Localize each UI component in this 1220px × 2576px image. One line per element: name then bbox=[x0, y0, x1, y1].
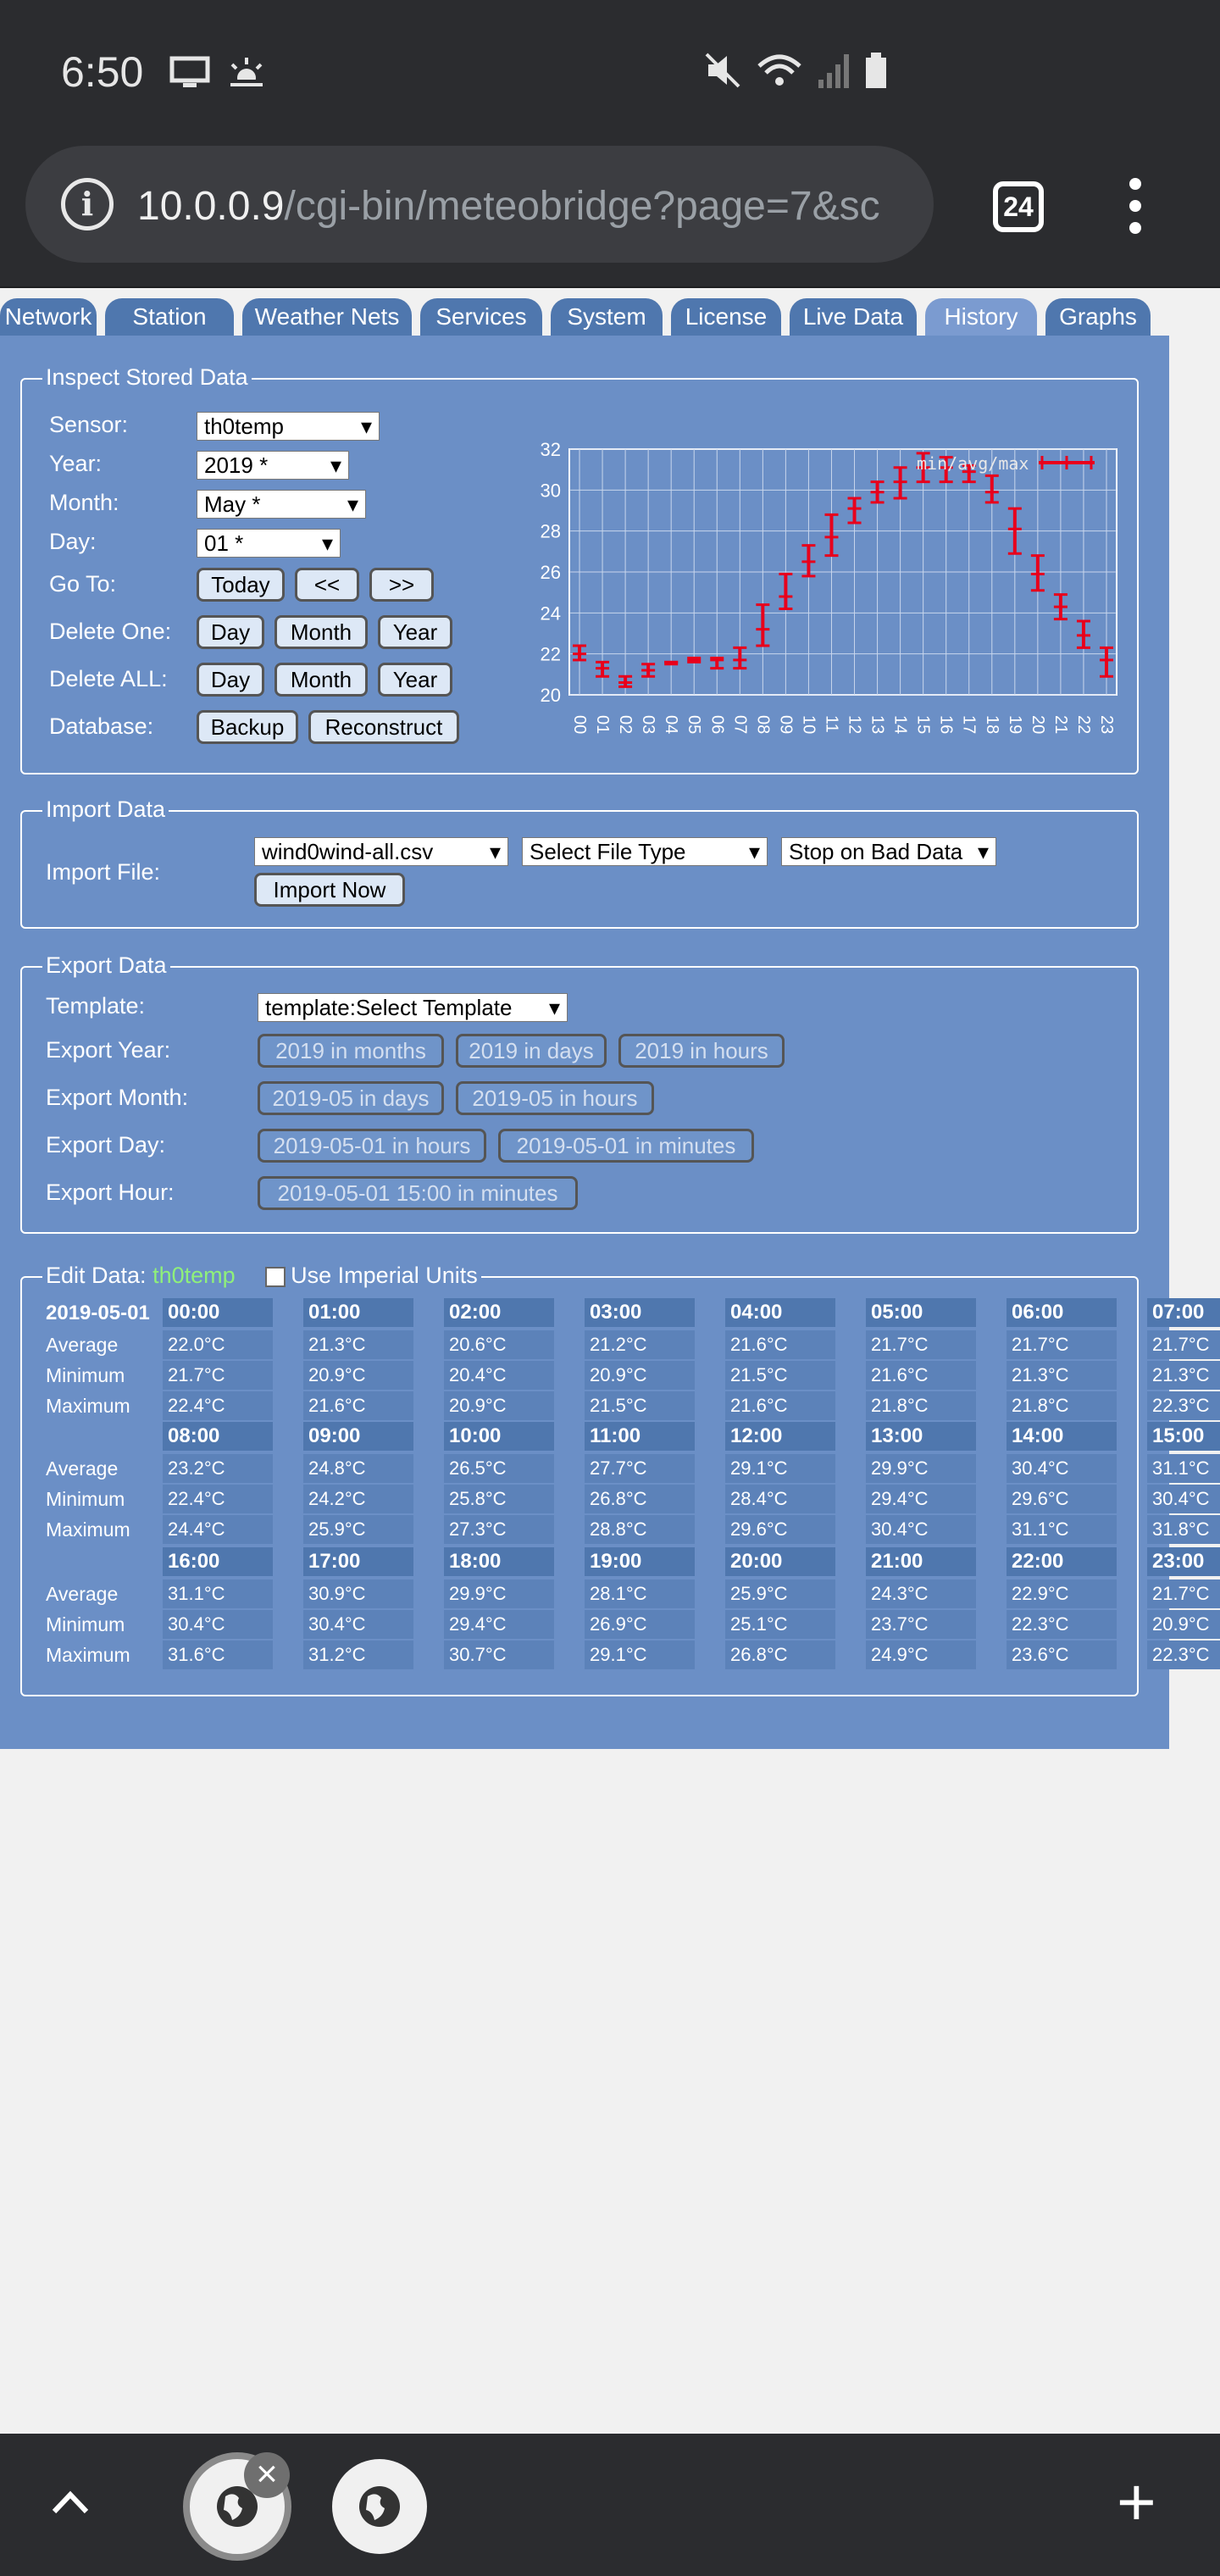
chart-xtick-label: 13 bbox=[868, 715, 887, 735]
value-cell-avg[interactable]: 30.9°C bbox=[303, 1579, 413, 1608]
import-file-select[interactable]: wind0wind-all.csv ▾ bbox=[254, 837, 508, 866]
tab-system[interactable]: System bbox=[551, 298, 663, 336]
value-cell-max[interactable]: 31.2°C bbox=[303, 1641, 413, 1669]
value-cell-min[interactable]: 23.7°C bbox=[866, 1610, 976, 1639]
edit-data bbox=[20, 1263, 1210, 1696]
value-cell-min[interactable]: 21.5°C bbox=[725, 1361, 835, 1390]
value-cell-max[interactable]: 22.3°C bbox=[1147, 1391, 1220, 1420]
chart-ytick-label: 32 bbox=[540, 441, 561, 460]
sensor-select[interactable]: th0temp ▾ bbox=[197, 412, 380, 441]
other-tab-thumbnail[interactable] bbox=[332, 2459, 427, 2554]
value-cell-min[interactable]: 22.3°C bbox=[1006, 1610, 1117, 1639]
chart-xtick-label: 20 bbox=[1028, 715, 1047, 735]
value-cell-min[interactable]: 25.1°C bbox=[725, 1610, 835, 1639]
value-cell-avg[interactable]: 21.6°C bbox=[725, 1330, 835, 1359]
year-select[interactable]: 2019 * ▾ bbox=[197, 451, 349, 480]
value-cell-max[interactable]: 31.8°C bbox=[1147, 1515, 1220, 1544]
url-host: 10.0.0.9 bbox=[137, 184, 285, 229]
value-cell-max[interactable]: 24.9°C bbox=[866, 1641, 976, 1669]
hour-header: 18:00 bbox=[444, 1547, 554, 1576]
hour-header: 02:00 bbox=[444, 1298, 554, 1327]
value-cell-max[interactable]: 31.6°C bbox=[163, 1641, 273, 1669]
value-cell-avg[interactable]: 21.3°C bbox=[303, 1330, 413, 1359]
year-label: Year: bbox=[49, 451, 103, 476]
export-year-label: Export Year: bbox=[46, 1037, 171, 1063]
export-year-hours-button[interactable]: 2019 in hours bbox=[618, 1034, 785, 1068]
status-time: 6:50 bbox=[61, 48, 144, 96]
hour-header: 09:00 bbox=[303, 1422, 413, 1451]
tab-history[interactable]: History bbox=[925, 298, 1037, 336]
chart-ytick-label: 30 bbox=[540, 480, 561, 502]
value-cell-avg[interactable]: 30.4°C bbox=[1006, 1454, 1117, 1483]
hour-header: 00:00 bbox=[163, 1298, 273, 1327]
hour-header: 04:00 bbox=[725, 1298, 835, 1327]
hour-header: 14:00 bbox=[1006, 1422, 1117, 1451]
value-cell-avg[interactable]: 29.9°C bbox=[866, 1454, 976, 1483]
import-legend: Import Data bbox=[42, 797, 169, 823]
chart-xtick-label: 22 bbox=[1073, 715, 1093, 735]
value-cell-min[interactable]: 20.4°C bbox=[444, 1361, 554, 1390]
row-label-avg: Average bbox=[46, 1583, 119, 1605]
row-label-max: Maximum bbox=[46, 1395, 130, 1417]
hour-header: 03:00 bbox=[585, 1298, 695, 1327]
value-cell-avg[interactable]: 21.7°C bbox=[866, 1330, 976, 1359]
value-cell-avg[interactable]: 28.1°C bbox=[585, 1579, 695, 1608]
hour-header: 19:00 bbox=[585, 1547, 695, 1576]
hour-header: 16:00 bbox=[163, 1547, 273, 1576]
row-label-avg: Average bbox=[46, 1457, 119, 1480]
template-select[interactable]: template:Select Template ▾ bbox=[258, 993, 568, 1022]
value-cell-max[interactable]: 30.7°C bbox=[444, 1641, 554, 1669]
hour-header: 21:00 bbox=[866, 1547, 976, 1576]
chart-xtick-label: 04 bbox=[662, 715, 681, 735]
value-cell-avg[interactable]: 29.9°C bbox=[444, 1579, 554, 1608]
value-cell-min[interactable]: 29.4°C bbox=[866, 1485, 976, 1513]
delete-one-month-button[interactable]: Month bbox=[274, 615, 368, 649]
value-cell-max[interactable]: 22.4°C bbox=[163, 1391, 273, 1420]
export-hour-minutes-button[interactable]: 2019-05-01 15:00 in minutes bbox=[258, 1176, 578, 1210]
row-label-avg: Average bbox=[46, 1334, 119, 1356]
value-cell-max[interactable]: 20.9°C bbox=[444, 1391, 554, 1420]
hour-header: 05:00 bbox=[866, 1298, 976, 1327]
tab-station[interactable]: Station bbox=[105, 298, 234, 336]
status-bar bbox=[0, 0, 1220, 144]
today-button[interactable]: Today bbox=[197, 568, 285, 602]
value-cell-max[interactable]: 25.9°C bbox=[303, 1515, 413, 1544]
chart-ytick-label: 28 bbox=[540, 520, 561, 542]
import-data bbox=[20, 797, 1139, 929]
nav-tabs bbox=[0, 298, 1220, 336]
imperial-checkbox[interactable] bbox=[265, 1267, 286, 1287]
chart-xtick-label: 01 bbox=[593, 715, 613, 735]
history-panel bbox=[0, 336, 1210, 1749]
chart-xtick-label: 19 bbox=[1005, 715, 1024, 735]
edit-legend-prefix: Edit Data: bbox=[46, 1263, 147, 1288]
export-year-months-button[interactable]: 2019 in months bbox=[258, 1034, 444, 1068]
chart-ytick-label: 26 bbox=[540, 562, 561, 583]
chart-xtick-label: 02 bbox=[616, 715, 635, 735]
value-cell-max[interactable]: 21.6°C bbox=[303, 1391, 413, 1420]
chart-xtick-label: 17 bbox=[959, 715, 979, 735]
value-cell-min[interactable]: 21.7°C bbox=[163, 1361, 273, 1390]
value-cell-avg[interactable]: 22.9°C bbox=[1006, 1579, 1117, 1608]
goto-label: Go To: bbox=[49, 571, 117, 597]
hour-header: 20:00 bbox=[725, 1547, 835, 1576]
export-day-label: Export Day: bbox=[46, 1132, 166, 1158]
template-label: Template: bbox=[46, 993, 146, 1019]
browser-toolbar bbox=[0, 144, 1220, 288]
value-cell-min[interactable]: 25.8°C bbox=[444, 1485, 554, 1513]
row-label-min: Minimum bbox=[46, 1488, 125, 1510]
value-cell-max[interactable]: 29.6°C bbox=[725, 1515, 835, 1544]
delete-all-day-button[interactable]: Day bbox=[197, 663, 264, 697]
value-cell-avg[interactable]: 26.5°C bbox=[444, 1454, 554, 1483]
value-cell-max[interactable]: 29.1°C bbox=[585, 1641, 695, 1669]
value-cell-max[interactable]: 23.6°C bbox=[1006, 1641, 1117, 1669]
value-cell-min[interactable]: 21.3°C bbox=[1147, 1361, 1220, 1390]
value-cell-min[interactable]: 30.4°C bbox=[303, 1610, 413, 1639]
mute-icon bbox=[703, 51, 742, 90]
value-cell-min[interactable]: 20.9°C bbox=[1147, 1610, 1220, 1639]
battery-icon bbox=[864, 51, 888, 90]
delete-one-label: Delete One: bbox=[49, 619, 172, 644]
hour-header: 15:00 bbox=[1147, 1422, 1220, 1451]
hour-header: 06:00 bbox=[1006, 1298, 1117, 1327]
value-cell-avg[interactable]: 29.1°C bbox=[725, 1454, 835, 1483]
row-label-max: Maximum bbox=[46, 1518, 130, 1541]
inspect-legend: Inspect Stored Data bbox=[42, 364, 252, 391]
export-day-hours-button[interactable]: 2019-05-01 in hours bbox=[258, 1129, 486, 1163]
reconstruct-button[interactable]: Reconstruct bbox=[308, 710, 459, 744]
chart-xtick-label: 21 bbox=[1051, 715, 1070, 735]
close-tab-icon[interactable]: × bbox=[244, 2452, 290, 2498]
value-cell-avg[interactable]: 22.0°C bbox=[163, 1330, 273, 1359]
row-label-min: Minimum bbox=[46, 1613, 125, 1635]
chart-xtick-label: 07 bbox=[730, 715, 750, 735]
value-cell-max[interactable]: 21.6°C bbox=[725, 1391, 835, 1420]
export-month-days-button[interactable]: 2019-05 in days bbox=[258, 1081, 444, 1115]
value-cell-min[interactable]: 26.9°C bbox=[585, 1610, 695, 1639]
delete-one-year-button[interactable]: Year bbox=[378, 615, 452, 649]
hour-header: 08:00 bbox=[163, 1422, 273, 1451]
hour-header: 10:00 bbox=[444, 1422, 554, 1451]
value-cell-min[interactable]: 30.4°C bbox=[163, 1610, 273, 1639]
value-cell-avg[interactable]: 21.7°C bbox=[1147, 1330, 1220, 1359]
row-label-max: Maximum bbox=[46, 1644, 130, 1666]
edit-legend bbox=[42, 1263, 481, 1289]
value-cell-max[interactable]: 26.8°C bbox=[725, 1641, 835, 1669]
value-cell-min[interactable]: 29.6°C bbox=[1006, 1485, 1117, 1513]
database-label: Database: bbox=[49, 713, 154, 739]
chart-xtick-label: 11 bbox=[822, 715, 841, 733]
value-cell-avg[interactable]: 21.7°C bbox=[1147, 1579, 1220, 1608]
chart-ytick-label: 22 bbox=[540, 643, 561, 665]
import-file-label: Import File: bbox=[46, 859, 161, 885]
chart-xtick-label: 09 bbox=[776, 715, 796, 735]
more-menu-icon[interactable] bbox=[1127, 178, 1144, 244]
value-cell-avg[interactable]: 31.1°C bbox=[1147, 1454, 1220, 1483]
tab-weather-nets[interactable]: Weather Nets bbox=[242, 298, 412, 336]
weather-icon bbox=[225, 56, 268, 90]
browser-bottom-bar bbox=[0, 2434, 1220, 2576]
value-cell-avg[interactable]: 21.2°C bbox=[585, 1330, 695, 1359]
value-cell-min[interactable]: 21.6°C bbox=[866, 1361, 976, 1390]
address-bar[interactable] bbox=[25, 146, 934, 263]
edit-date: 2019-05-01 bbox=[46, 1302, 150, 1324]
edit-sensor-name: th0temp bbox=[152, 1263, 236, 1288]
export-legend: Export Data bbox=[42, 952, 170, 979]
prev-day-button[interactable]: << bbox=[295, 568, 359, 602]
hour-header: 22:00 bbox=[1006, 1547, 1117, 1576]
value-cell-max[interactable]: 21.8°C bbox=[866, 1391, 976, 1420]
value-cell-max[interactable]: 22.3°C bbox=[1147, 1641, 1220, 1669]
tab-switcher-button[interactable]: 24 bbox=[993, 181, 1044, 232]
history-chart bbox=[522, 441, 1132, 763]
hour-header: 12:00 bbox=[725, 1422, 835, 1451]
backup-button[interactable]: Backup bbox=[197, 710, 298, 744]
chart-xtick-label: 15 bbox=[913, 715, 933, 735]
export-day-minutes-button[interactable]: 2019-05-01 in minutes bbox=[498, 1129, 754, 1163]
delete-one-day-button[interactable]: Day bbox=[197, 615, 264, 649]
hour-header: 11:00 bbox=[585, 1422, 695, 1451]
value-cell-min[interactable]: 28.4°C bbox=[725, 1485, 835, 1513]
chart-xtick-label: 18 bbox=[982, 715, 1001, 735]
url-text[interactable] bbox=[137, 183, 880, 230]
chart-xtick-label: 05 bbox=[685, 715, 704, 735]
tab-live-data[interactable]: Live Data bbox=[790, 298, 917, 336]
chart-xtick-label: 12 bbox=[845, 715, 864, 735]
value-cell-min[interactable]: 22.4°C bbox=[163, 1485, 273, 1513]
chart-xtick-label: 14 bbox=[890, 715, 910, 735]
chart-ytick-label: 24 bbox=[540, 602, 561, 625]
chart-legend-label: min/avg/max bbox=[917, 453, 1029, 474]
new-tab-icon[interactable]: + bbox=[1117, 2464, 1156, 2540]
value-cell-min[interactable]: 29.4°C bbox=[444, 1610, 554, 1639]
chart-xtick-label: 00 bbox=[570, 715, 589, 735]
info-icon[interactable]: i bbox=[61, 178, 114, 230]
export-data bbox=[20, 952, 1139, 1234]
hour-header: 07:00 bbox=[1147, 1298, 1220, 1327]
chart-xtick-label: 16 bbox=[936, 715, 956, 735]
export-month-hours-button[interactable]: 2019-05 in hours bbox=[456, 1081, 654, 1115]
value-cell-min[interactable]: 24.2°C bbox=[303, 1485, 413, 1513]
chevron-up-icon[interactable] bbox=[49, 2481, 92, 2523]
import-now-button[interactable]: Import Now bbox=[254, 873, 405, 907]
value-cell-max[interactable]: 31.1°C bbox=[1006, 1515, 1117, 1544]
tab-services[interactable]: Services bbox=[420, 298, 542, 336]
url-path: /cgi-bin/meteobridge?page=7&sc bbox=[284, 184, 880, 229]
value-cell-max[interactable]: 21.8°C bbox=[1006, 1391, 1117, 1420]
value-cell-max[interactable]: 21.5°C bbox=[585, 1391, 695, 1420]
file-type-select[interactable]: Select File Type ▾ bbox=[522, 837, 768, 866]
hour-header: 13:00 bbox=[866, 1422, 976, 1451]
chart-xtick-label: 10 bbox=[799, 715, 818, 735]
wifi-icon bbox=[756, 51, 803, 90]
inspect-stored-data bbox=[20, 364, 1139, 774]
status-icons bbox=[703, 51, 888, 90]
value-cell-max[interactable]: 28.8°C bbox=[585, 1515, 695, 1544]
tab-network[interactable]: Network bbox=[0, 298, 97, 336]
value-cell-avg[interactable]: 23.2°C bbox=[163, 1454, 273, 1483]
screen-cast-icon bbox=[169, 56, 212, 90]
delete-all-month-button[interactable]: Month bbox=[274, 663, 368, 697]
tab-license[interactable]: License bbox=[671, 298, 781, 336]
sensor-label: Sensor: bbox=[49, 412, 129, 437]
value-cell-max[interactable]: 24.4°C bbox=[163, 1515, 273, 1544]
delete-all-label: Delete ALL: bbox=[49, 666, 168, 691]
value-cell-avg[interactable]: 24.8°C bbox=[303, 1454, 413, 1483]
export-hour-label: Export Hour: bbox=[46, 1180, 175, 1205]
value-cell-avg[interactable]: 24.3°C bbox=[866, 1579, 976, 1608]
chart-ytick-label: 20 bbox=[540, 685, 561, 706]
chart-xtick-label: 08 bbox=[753, 715, 773, 735]
hour-header: 01:00 bbox=[303, 1298, 413, 1327]
value-cell-max[interactable]: 30.4°C bbox=[866, 1515, 976, 1544]
month-select[interactable]: May * ▾ bbox=[197, 490, 366, 519]
chart-xtick-label: 23 bbox=[1097, 715, 1116, 735]
chart-xtick-label: 06 bbox=[707, 715, 727, 735]
bad-data-select[interactable]: Stop on Bad Data ▾ bbox=[781, 837, 996, 866]
value-cell-avg[interactable]: 25.9°C bbox=[725, 1579, 835, 1608]
imperial-label: Use Imperial Units bbox=[291, 1263, 478, 1288]
day-label: Day: bbox=[49, 529, 97, 554]
chart-xtick-label: 03 bbox=[639, 715, 658, 735]
next-day-button[interactable]: >> bbox=[369, 568, 434, 602]
export-month-label: Export Month: bbox=[46, 1085, 189, 1110]
value-cell-avg[interactable]: 20.6°C bbox=[444, 1330, 554, 1359]
value-cell-min[interactable]: 20.9°C bbox=[585, 1361, 695, 1390]
value-cell-avg[interactable]: 21.7°C bbox=[1006, 1330, 1117, 1359]
tab-graphs[interactable]: Graphs bbox=[1045, 298, 1151, 336]
month-label: Month: bbox=[49, 490, 119, 515]
value-cell-avg[interactable]: 27.7°C bbox=[585, 1454, 695, 1483]
value-cell-min[interactable]: 26.8°C bbox=[585, 1485, 695, 1513]
value-cell-min[interactable]: 30.4°C bbox=[1147, 1485, 1220, 1513]
signal-icon bbox=[817, 51, 851, 90]
value-cell-avg[interactable]: 31.1°C bbox=[163, 1579, 273, 1608]
row-label-min: Minimum bbox=[46, 1364, 125, 1386]
delete-all-year-button[interactable]: Year bbox=[378, 663, 452, 697]
hour-header: 23:00 bbox=[1147, 1547, 1220, 1576]
value-cell-min[interactable]: 20.9°C bbox=[303, 1361, 413, 1390]
value-cell-min[interactable]: 21.3°C bbox=[1006, 1361, 1117, 1390]
day-select[interactable]: 01 * ▾ bbox=[197, 529, 341, 558]
globe-icon bbox=[332, 2459, 427, 2554]
value-cell-max[interactable]: 27.3°C bbox=[444, 1515, 554, 1544]
export-year-days-button[interactable]: 2019 in days bbox=[456, 1034, 607, 1068]
hour-header: 17:00 bbox=[303, 1547, 413, 1576]
